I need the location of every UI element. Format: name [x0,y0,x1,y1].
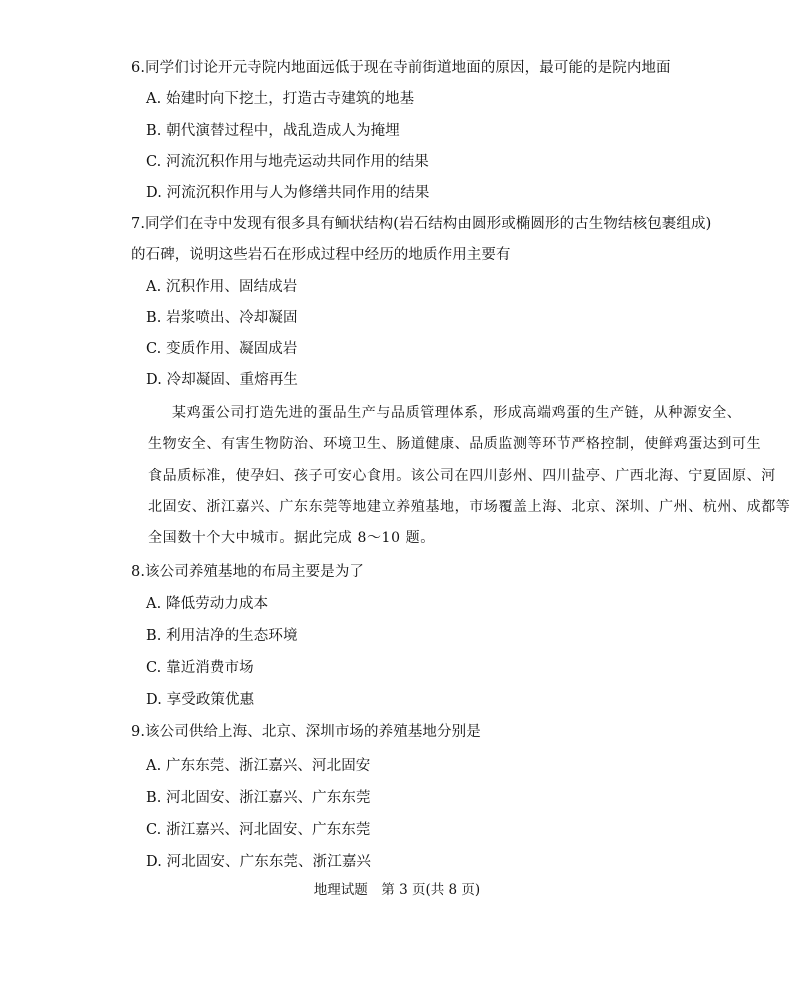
question-9-option-d: D. 河北固安、广东东莞、浙江嘉兴 [146,854,372,870]
question-9-option-c: C. 浙江嘉兴、河北固安、广东东莞 [146,822,371,838]
question-6-stem: 6.同学们讨论开元寺院内地面远低于现在寺前街道地面的原因，最可能的是院内地面 [131,60,671,76]
question-7-option-a: A. 沉积作用、固结成岩 [146,279,298,295]
question-6-option-a: A. 始建时向下挖土，打造古寺建筑的地基 [146,91,415,107]
question-7-stem-line-1: 7.同学们在寺中发现有很多具有鲕状结构(岩石结构由圆形或椭圆形的古生物结核包裹组成) [131,216,712,232]
question-6-option-d: D. 河流沉积作用与人为修缮共同作用的结果 [146,185,430,201]
question-8-option-a: A. 降低劳动力成本 [146,596,269,612]
passage-line-5: 全国数十个大中城市。据此完成 8～10 题。 [148,530,435,546]
passage-line-2: 生物安全、有害生物防治、环境卫生、肠道健康、品质监测等环节严格控制，使鲜鸡蛋达到可生 [148,436,762,452]
question-6-option-c: C. 河流沉积作用与地壳运动共同作用的结果 [146,154,429,170]
question-9-option-b: B. 河北固安、浙江嘉兴、广东东莞 [146,790,371,806]
question-7-option-c: C. 变质作用、凝固成岩 [146,341,298,357]
question-7-stem-line-2: 的石碑，说明这些岩石在形成过程中经历的地质作用主要有 [131,247,511,263]
passage-line-1: 某鸡蛋公司打造先进的蛋品生产与品质管理体系，形成高端鸡蛋的生产链，从种源安全、 [172,405,742,421]
passage-line-3: 食品质标准，使孕妇、孩子可安心食用。该公司在四川彭州、四川盐亭、广西北海、宁夏固原、河 [148,468,776,484]
question-8-option-b: B. 利用洁净的生态环境 [146,628,298,644]
question-8-option-c: C. 靠近消费市场 [146,660,254,676]
question-8-stem: 8.该公司养殖基地的布局主要是为了 [131,564,365,580]
question-7-option-b: B. 岩浆喷出、冷却凝固 [146,310,298,326]
question-7-option-d: D. 冷却凝固、重熔再生 [146,372,299,388]
question-8-option-d: D. 享受政策优惠 [146,692,255,708]
passage-line-4: 北固安、浙江嘉兴、广东东莞等地建立养殖基地，市场覆盖上海、北京、深圳、广州、杭州、成都等 [148,499,791,515]
page-footer: 地理试题 第 3 页(共 8 页) [313,882,481,898]
question-9-stem: 9.该公司供给上海、北京、深圳市场的养殖基地分别是 [131,724,481,740]
question-9-option-a: A. 广东东莞、浙江嘉兴、河北固安 [146,758,371,774]
question-6-option-b: B. 朝代演替过程中，战乱造成人为掩埋 [146,123,400,139]
